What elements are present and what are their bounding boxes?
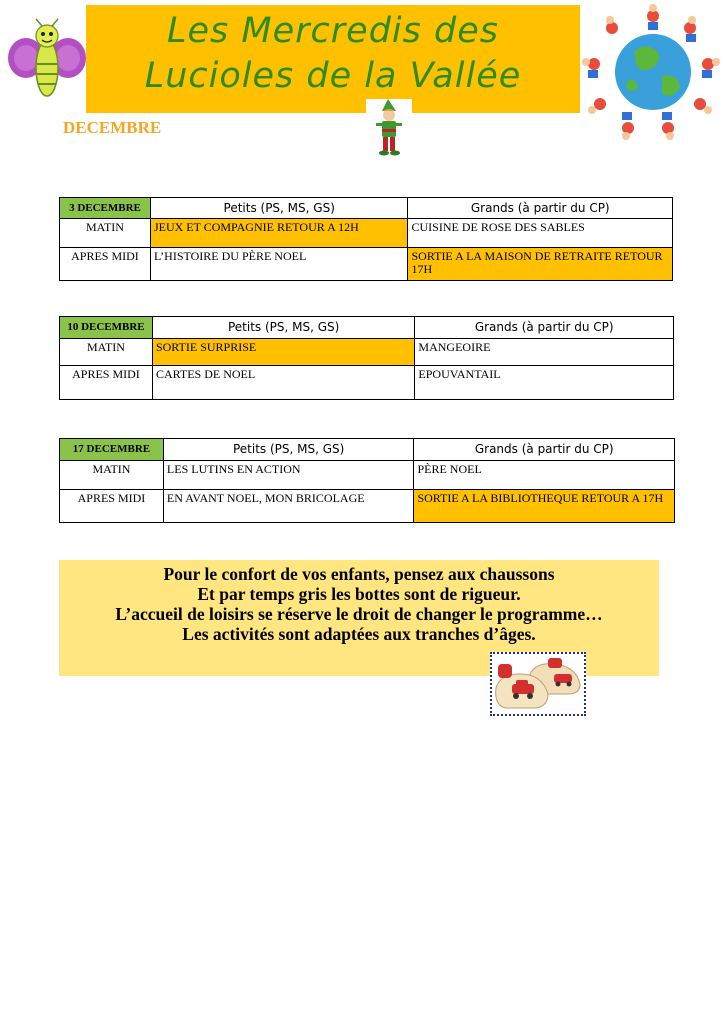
column-header-grands: Grands (à partir du CP): [408, 198, 673, 219]
column-header-petits: Petits (PS, MS, GS): [150, 198, 408, 219]
elf-icon: [366, 99, 412, 161]
activity-grands-matin: MANGEOIRE: [415, 339, 674, 366]
activity-petits-apres-midi: CARTES DE NOEL: [152, 366, 414, 400]
activity-grands-apres-midi: SORTIE A LA MAISON DE RETRAITE RETOUR 17H: [408, 248, 673, 281]
activity-petits-apres-midi: L’HISTOIRE DU PÈRE NOEL: [150, 248, 408, 281]
date-header: 10 DECEMBRE: [60, 317, 153, 339]
notice-line-4: Les activités sont adaptées aux tranches d’âges.: [182, 624, 536, 644]
row-label-matin: MATIN: [60, 219, 151, 248]
notice-line-3: L’accueil de loisirs se réserve le droit de changer le programme…: [115, 604, 603, 624]
page-title-line-2: Lucioles de la Vallée: [144, 56, 522, 96]
schedule-table-week-1: [59, 197, 673, 281]
column-header-grands: Grands (à partir du CP): [415, 317, 674, 339]
column-header-grands: Grands (à partir du CP): [414, 439, 675, 461]
slippers-image: [490, 652, 586, 716]
title-banner: [86, 5, 580, 113]
activity-petits-apres-midi: EN AVANT NOEL, MON BRICOLAGE: [163, 490, 414, 523]
schedule-table-week-3: [59, 438, 675, 523]
row-label-matin: MATIN: [60, 339, 153, 366]
activity-petits-matin: LES LUTINS EN ACTION: [163, 461, 414, 490]
column-header-petits: Petits (PS, MS, GS): [152, 317, 414, 339]
row-label-apres-midi: APRES MIDI: [60, 366, 153, 400]
elf-illustration: [366, 99, 412, 161]
column-header-petits: Petits (PS, MS, GS): [163, 439, 414, 461]
month-heading: DECEMBRE: [63, 118, 162, 137]
globe-children-icon: [582, 2, 724, 142]
activity-grands-matin: PÈRE NOEL: [414, 461, 675, 490]
page-title-line-1: Les Mercredis des: [167, 11, 499, 51]
notice-line-2: Et par temps gris les bottes sont de rigueur.: [197, 584, 521, 604]
activity-petits-matin: JEUX ET COMPAGNIE RETOUR A 12H: [150, 219, 408, 248]
row-label-matin: MATIN: [60, 461, 164, 490]
activity-grands-matin: CUISINE DE ROSE DES SABLES: [408, 219, 673, 248]
date-header: 3 DECEMBRE: [60, 198, 151, 219]
notice-line-1: Pour le confort de vos enfants, pensez aux chaussons: [163, 564, 555, 584]
date-header: 17 DECEMBRE: [60, 439, 164, 461]
row-label-apres-midi: APRES MIDI: [60, 490, 164, 523]
activity-grands-apres-midi: EPOUVANTAIL: [415, 366, 674, 400]
activity-grands-apres-midi: SORTIE A LA BIBLIOTHEQUE RETOUR A 17H: [414, 490, 675, 523]
butterfly-logo-icon: [6, 18, 88, 104]
slippers-icon: [492, 654, 584, 714]
schedule-table-week-2: [59, 316, 674, 400]
activity-petits-matin: SORTIE SURPRISE: [152, 339, 414, 366]
row-label-apres-midi: APRES MIDI: [60, 248, 151, 281]
